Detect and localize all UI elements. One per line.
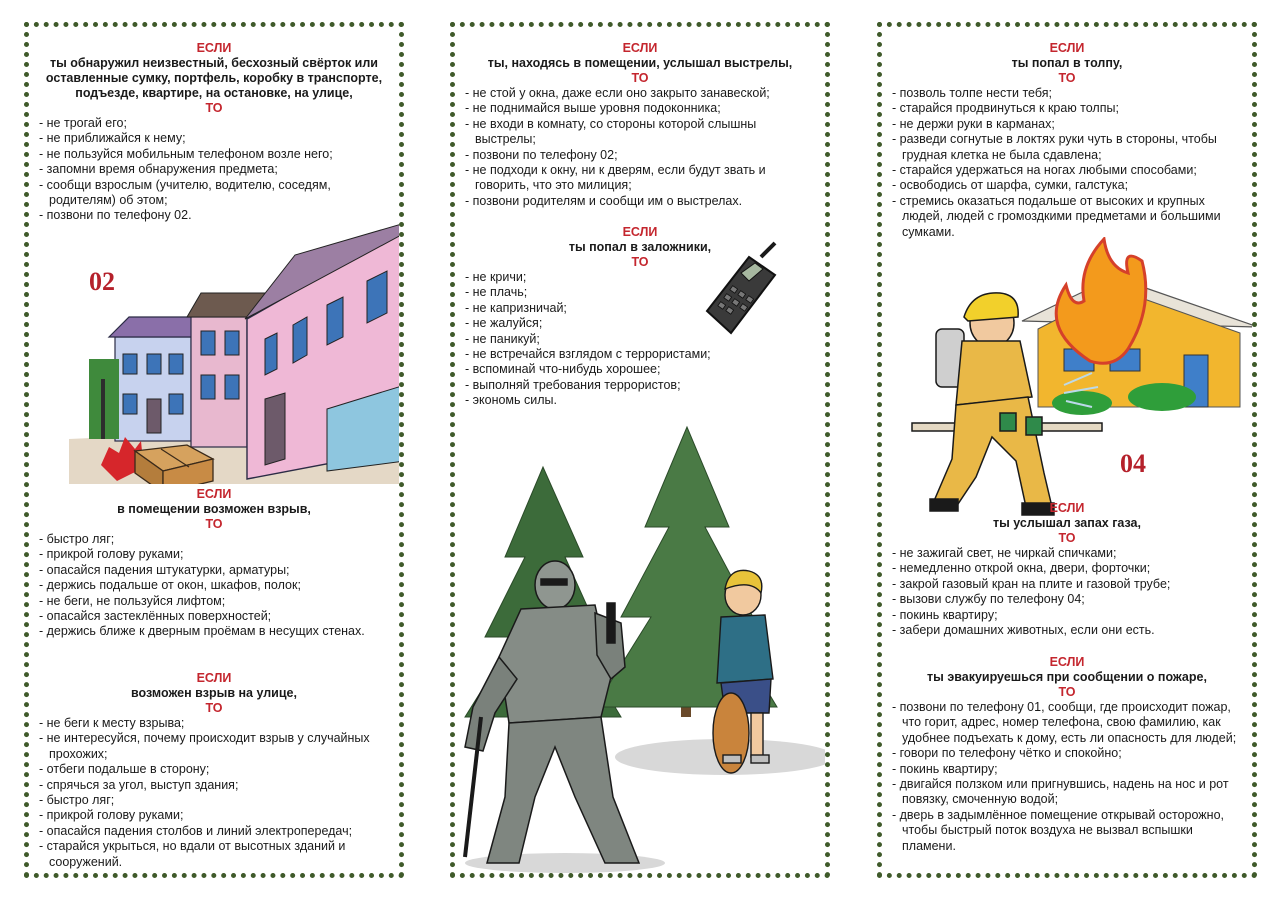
if-label: ЕСЛИ — [196, 487, 232, 501]
if-label: ЕСЛИ — [622, 225, 658, 239]
instruction-list — [892, 86, 1242, 240]
instruction-item: - не беги, не пользуйся лифтом; — [39, 594, 389, 609]
instruction-item: - не держи руки в карманах; — [892, 117, 1242, 132]
instruction-item: - позвони родителям и сообщи им о выстрелах. — [465, 194, 815, 209]
condition-text: ты эвакуируешься при сообщении о пожаре, — [927, 670, 1207, 684]
instruction-item: - опасайся падения столбов и линий электропередач; — [39, 824, 389, 839]
instruction-item: - выполняй требования террористов; — [465, 378, 815, 393]
instruction-list — [39, 716, 389, 870]
condition-text: возможен взрыв на улице, — [131, 686, 297, 700]
section-street-explosion — [39, 671, 389, 870]
instruction-item: - разведи согнутые в локтях руки чуть в стороны, чтобы грудная клетка не была сдавлена; — [892, 132, 1242, 163]
instruction-item: - немедленно открой окна, двери, форточки; — [892, 561, 1242, 576]
instruction-item: - опасайся падения штукатурки, арматуры; — [39, 563, 389, 578]
instruction-item: - старайся удержаться на ногах любыми способами; — [892, 163, 1242, 178]
instruction-item: - отбеги подальше в сторону; — [39, 762, 389, 777]
condition-text: ты попал в заложники, — [568, 240, 712, 254]
emergency-number: 04 — [1120, 449, 1146, 478]
instruction-item: - не подходи к окну, ни к дверям, если будут звать и говорить, что это милиция; — [465, 163, 815, 194]
condition-text: ты попал в толпу, — [1011, 56, 1123, 70]
instruction-item: - старайся продвинуться к краю толпы; — [892, 101, 1242, 116]
instruction-item: - быстро ляг; — [39, 793, 389, 808]
then-label: ТО — [1058, 531, 1076, 545]
instruction-item: - держись ближе к дверным проёмам в несущих стенах. — [39, 624, 389, 639]
section-fire-evacuation — [892, 655, 1242, 854]
instruction-item: - позволь толпе нести тебя; — [892, 86, 1242, 101]
section-indoor-explosion — [39, 487, 389, 640]
condition-text: ты обнаружил неизвестный, бесхозный свёрток или оставленные сумку, портфель, коробку в транспорте, подъезде, квартире, на остановке, на улице, — [45, 56, 383, 100]
terrorist-and-child-illustration — [450, 417, 825, 873]
if-label: ЕСЛИ — [1049, 41, 1085, 55]
panel-crowd-fire-gas — [877, 22, 1257, 878]
if-label: ЕСЛИ — [622, 41, 658, 55]
instruction-list — [892, 546, 1242, 638]
street-buildings-illustration — [69, 209, 404, 484]
instruction-item: - не стой у окна, даже если оно закрыто занавеской; — [465, 86, 815, 101]
condition-text: в помещении возможен взрыв, — [117, 502, 311, 516]
instruction-item: - не плачь; — [465, 285, 815, 300]
instruction-item: - стремись оказаться подальше от высоких и крупных людей, людей с громоздкими предметами и большими сумками. — [892, 194, 1242, 240]
then-label: ТО — [1058, 685, 1076, 699]
section-crowd — [892, 41, 1242, 240]
panel-shooting-hostage — [450, 22, 830, 878]
instruction-list — [892, 700, 1242, 854]
instruction-item: - не кричи; — [465, 270, 815, 285]
then-label: ТО — [205, 517, 223, 531]
instruction-item: - покинь квартиру; — [892, 608, 1242, 623]
instruction-item: - позвони по телефону 01, сообщи, где происходит пожар, что горит, адрес, номер телефона, свою фамилию, как удобнее подъехать к дому, есть ли опасность для людей; — [892, 700, 1242, 746]
instruction-item: - прикрой голову руками; — [39, 808, 389, 823]
instruction-item: - забери домашних животных, если они есть. — [892, 623, 1242, 638]
section-gunshots — [465, 41, 815, 209]
instruction-item: - позвони по телефону 02. — [39, 208, 389, 223]
instruction-item: - не трогай его; — [39, 116, 389, 131]
then-label: ТО — [631, 255, 649, 269]
condition-text: ты, находясь в помещении, услышал выстрелы, — [487, 56, 793, 70]
instruction-item: - не паникуй; — [465, 332, 815, 347]
instruction-item: - не беги к месту взрыва; — [39, 716, 389, 731]
instruction-item: - не капризничай; — [465, 301, 815, 316]
instruction-item: - не пользуйся мобильным телефоном возле него; — [39, 147, 389, 162]
panel-suspicious-object — [24, 22, 404, 878]
instruction-item: - не приближайся к нему; — [39, 131, 389, 146]
instruction-item: - говори по телефону чётко и спокойно; — [892, 746, 1242, 761]
if-label: ЕСЛИ — [1049, 655, 1085, 669]
then-label: ТО — [205, 101, 223, 115]
condition-text: ты услышал запах газа, — [993, 516, 1141, 530]
instruction-item: - старайся укрыться, но вдали от высотных зданий и сооружений. — [39, 839, 389, 870]
instruction-item: - покинь квартиру; — [892, 762, 1242, 777]
instruction-item: - держись подальше от окон, шкафов, полок; — [39, 578, 389, 593]
instruction-item: - закрой газовый кран на плите и газовой трубе; — [892, 577, 1242, 592]
instruction-item: - спрячься за угол, выступ здания; — [39, 778, 389, 793]
instruction-item: - экономь силы. — [465, 393, 815, 408]
instruction-list — [39, 116, 389, 224]
instruction-item: - запомни время обнаружения предмета; — [39, 162, 389, 177]
instruction-item: - не жалуйся; — [465, 316, 815, 331]
then-label: ТО — [205, 701, 223, 715]
instruction-item: - не входи в комнату, со стороны которой слышны выстрелы; — [465, 117, 815, 148]
instruction-item: - двигайся ползком или пригнувшись, надень на нос и рот повязку, смоченную водой; — [892, 777, 1242, 808]
if-label: ЕСЛИ — [196, 41, 232, 55]
firefighter-burning-house-illustration — [877, 237, 1257, 517]
instruction-item: - быстро ляг; — [39, 532, 389, 547]
then-label: ТО — [1058, 71, 1076, 85]
section-unknown-package — [39, 41, 389, 224]
instruction-item: - позвони по телефону 02; — [465, 148, 815, 163]
then-label: ТО — [631, 71, 649, 85]
instruction-item: - не интересуйся, почему происходит взрыв у случайных прохожих; — [39, 731, 389, 762]
instruction-list — [39, 532, 389, 640]
instruction-item: - освободись от шарфа, сумки, галстука; — [892, 178, 1242, 193]
instruction-item: - прикрой голову руками; — [39, 547, 389, 562]
instruction-item: - не зажигай свет, не чиркай спичками; — [892, 546, 1242, 561]
if-label: ЕСЛИ — [196, 671, 232, 685]
instruction-item: - вспоминай что-нибудь хорошее; — [465, 362, 815, 377]
instruction-item: - не встречайся взглядом с террористами; — [465, 347, 815, 362]
section-gas-smell — [892, 501, 1242, 638]
if-label: ЕСЛИ — [1049, 501, 1085, 515]
emergency-number: 02 — [89, 267, 115, 296]
mobile-phone-icon — [699, 241, 789, 341]
instruction-item: - не поднимайся выше уровня подоконника; — [465, 101, 815, 116]
instruction-item: - опасайся застеклённых поверхностей; — [39, 609, 389, 624]
instruction-item: - вызови службу по телефону 04; — [892, 592, 1242, 607]
instruction-list — [465, 86, 815, 209]
instruction-item: - сообщи взрослым (учителю, водителю, соседям, родителям) об этом; — [39, 178, 389, 209]
instruction-item: - дверь в задымлённое помещение открывай осторожно, чтобы быстрый поток воздуха не вызвал вспышки пламени. — [892, 808, 1242, 854]
